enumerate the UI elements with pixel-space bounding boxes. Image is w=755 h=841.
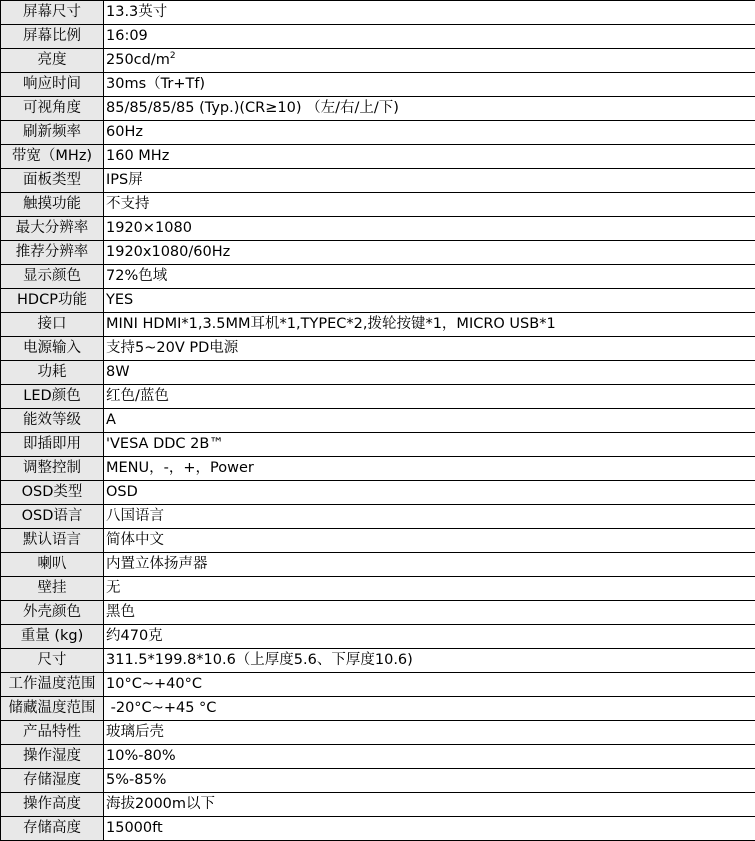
spec-value-cell <box>104 289 755 313</box>
spec-row <box>1 793 755 817</box>
spec-label: 电源输入 <box>1 337 104 361</box>
spec-row <box>1 481 755 505</box>
spec-row <box>1 529 755 553</box>
spec-value-cell <box>104 97 755 121</box>
spec-value-cell <box>104 649 755 673</box>
spec-value: 红色/蓝色 <box>106 388 169 404</box>
spec-value-cell <box>104 337 755 361</box>
spec-label: 能效等级 <box>1 409 104 433</box>
spec-row <box>1 577 755 601</box>
spec-value: 85/85/85/85 (Typ.)(CR≥10) （左/右/上/下) <box>106 100 399 116</box>
spec-label: 屏幕比例 <box>1 25 104 49</box>
spec-value: 黑色 <box>106 604 135 620</box>
spec-label: 外壳颜色 <box>1 601 104 625</box>
spec-value: 72%色域 <box>106 268 168 284</box>
spec-label: OSD语言 <box>1 505 104 529</box>
spec-row <box>1 505 755 529</box>
spec-value-cell <box>104 121 755 145</box>
spec-table-body <box>1 1 755 841</box>
spec-value-cell <box>104 769 755 793</box>
spec-value-cell <box>104 73 755 97</box>
spec-label: 工作温度范围 <box>1 673 104 697</box>
spec-value-cell <box>104 553 755 577</box>
spec-label: 重量 (kg) <box>1 625 104 649</box>
spec-row <box>1 673 755 697</box>
spec-row <box>1 337 755 361</box>
spec-row <box>1 721 755 745</box>
spec-value: 15000ft <box>106 820 163 836</box>
spec-label: 推荐分辨率 <box>1 241 104 265</box>
spec-label: 即插即用 <box>1 433 104 457</box>
spec-label: 产品特性 <box>1 721 104 745</box>
spec-label: 亮度 <box>1 49 104 73</box>
spec-label: 最大分辨率 <box>1 217 104 241</box>
spec-row <box>1 73 755 97</box>
spec-value: -20°C~+45 °C <box>106 700 217 716</box>
spec-value: 13.3英寸 <box>106 4 168 20</box>
spec-value: 'VESA DDC 2B™ <box>106 436 224 452</box>
spec-value: IPS屏 <box>106 172 143 188</box>
spec-label: 响应时间 <box>1 73 104 97</box>
spec-label: 接口 <box>1 313 104 337</box>
spec-value: YES <box>106 292 134 308</box>
spec-label: 触摸功能 <box>1 193 104 217</box>
spec-row <box>1 457 755 481</box>
spec-value: 10°C~+40°C <box>106 676 202 692</box>
spec-value-cell <box>104 217 755 241</box>
spec-row <box>1 409 755 433</box>
spec-value: 内置立体扬声器 <box>106 556 208 572</box>
spec-row <box>1 817 755 841</box>
spec-row <box>1 769 755 793</box>
spec-row <box>1 433 755 457</box>
spec-label: OSD类型 <box>1 481 104 505</box>
spec-value: 16:09 <box>106 28 148 44</box>
spec-row <box>1 97 755 121</box>
spec-value-cell <box>104 817 755 841</box>
spec-value-cell <box>104 673 755 697</box>
spec-row <box>1 385 755 409</box>
spec-label: LED颜色 <box>1 385 104 409</box>
spec-value-cell <box>104 697 755 721</box>
spec-label: 屏幕尺寸 <box>1 1 104 25</box>
spec-row <box>1 745 755 769</box>
spec-label: 刷新频率 <box>1 121 104 145</box>
spec-row <box>1 601 755 625</box>
spec-row <box>1 49 755 73</box>
spec-label: 显示颜色 <box>1 265 104 289</box>
spec-value: 1920×1080 <box>106 220 192 236</box>
spec-value: 无 <box>106 580 121 596</box>
spec-label: 存储湿度 <box>1 769 104 793</box>
spec-value-cell <box>104 745 755 769</box>
spec-value: 玻璃后壳 <box>106 724 164 740</box>
spec-value-cell <box>104 49 755 73</box>
spec-value: 311.5*199.8*10.6（上厚度5.6、下厚度10.6) <box>106 652 413 668</box>
spec-value-cell <box>104 409 755 433</box>
spec-label: 储藏温度范围 <box>1 697 104 721</box>
spec-row <box>1 361 755 385</box>
spec-label: HDCP功能 <box>1 289 104 313</box>
spec-label: 带宽（MHz) <box>1 145 104 169</box>
spec-value-cell <box>104 193 755 217</box>
spec-value: 简体中文 <box>106 532 164 548</box>
spec-row <box>1 169 755 193</box>
spec-value-cell <box>104 1 755 25</box>
spec-row <box>1 553 755 577</box>
spec-label: 喇叭 <box>1 553 104 577</box>
spec-value-cell <box>104 385 755 409</box>
spec-row <box>1 625 755 649</box>
spec-value: 约470克 <box>106 628 163 644</box>
spec-row <box>1 289 755 313</box>
spec-row <box>1 25 755 49</box>
spec-row <box>1 313 755 337</box>
spec-value-cell <box>104 505 755 529</box>
spec-value: 5%-85% <box>106 772 167 788</box>
spec-label: 调整控制 <box>1 457 104 481</box>
spec-value-cell <box>104 625 755 649</box>
spec-value-cell <box>104 481 755 505</box>
spec-value-superscript: 2 <box>169 51 176 62</box>
spec-value: OSD <box>106 484 138 500</box>
spec-value-cell <box>104 433 755 457</box>
spec-value-cell <box>104 145 755 169</box>
spec-value-cell <box>104 721 755 745</box>
spec-label: 壁挂 <box>1 577 104 601</box>
spec-value: 10%-80% <box>106 748 176 764</box>
spec-value-cell <box>104 793 755 817</box>
spec-label: 存储高度 <box>1 817 104 841</box>
spec-row <box>1 121 755 145</box>
spec-value: MENU，-，+，Power <box>106 460 254 476</box>
spec-label: 功耗 <box>1 361 104 385</box>
spec-value-cell <box>104 313 755 337</box>
spec-value-cell <box>104 361 755 385</box>
spec-value-cell <box>104 241 755 265</box>
spec-row <box>1 649 755 673</box>
spec-label: 操作湿度 <box>1 745 104 769</box>
spec-value: 250cd/m <box>106 52 170 68</box>
spec-value: 160 MHz <box>106 148 170 164</box>
spec-value: MINI HDMI*1,3.5MM耳机*1,TYPEC*2,拨轮按键*1，MICRO USB*1 <box>106 316 556 332</box>
spec-value-cell <box>104 601 755 625</box>
spec-value: 60Hz <box>106 124 143 140</box>
spec-value-cell <box>104 265 755 289</box>
spec-label: 默认语言 <box>1 529 104 553</box>
spec-value: 支持5~20V PD电源 <box>106 340 239 356</box>
spec-row <box>1 217 755 241</box>
spec-label: 可视角度 <box>1 97 104 121</box>
spec-row <box>1 697 755 721</box>
spec-value: 8W <box>106 364 130 380</box>
spec-value: 海拔2000m以下 <box>106 796 216 812</box>
spec-row <box>1 265 755 289</box>
spec-row <box>1 241 755 265</box>
spec-value-cell <box>104 529 755 553</box>
spec-value-cell <box>104 457 755 481</box>
spec-value: A <box>106 412 116 428</box>
spec-row <box>1 145 755 169</box>
spec-value-cell <box>104 25 755 49</box>
spec-label: 尺寸 <box>1 649 104 673</box>
spec-row <box>1 1 755 25</box>
spec-value: 30ms（Tr+Tf) <box>106 76 206 92</box>
spec-value-cell <box>104 577 755 601</box>
spec-value: 八国语言 <box>106 508 164 524</box>
spec-value: 不支持 <box>106 196 150 212</box>
spec-label: 面板类型 <box>1 169 104 193</box>
spec-value-cell <box>104 169 755 193</box>
spec-row <box>1 193 755 217</box>
spec-value: 1920x1080/60Hz <box>106 244 231 260</box>
spec-label: 操作高度 <box>1 793 104 817</box>
